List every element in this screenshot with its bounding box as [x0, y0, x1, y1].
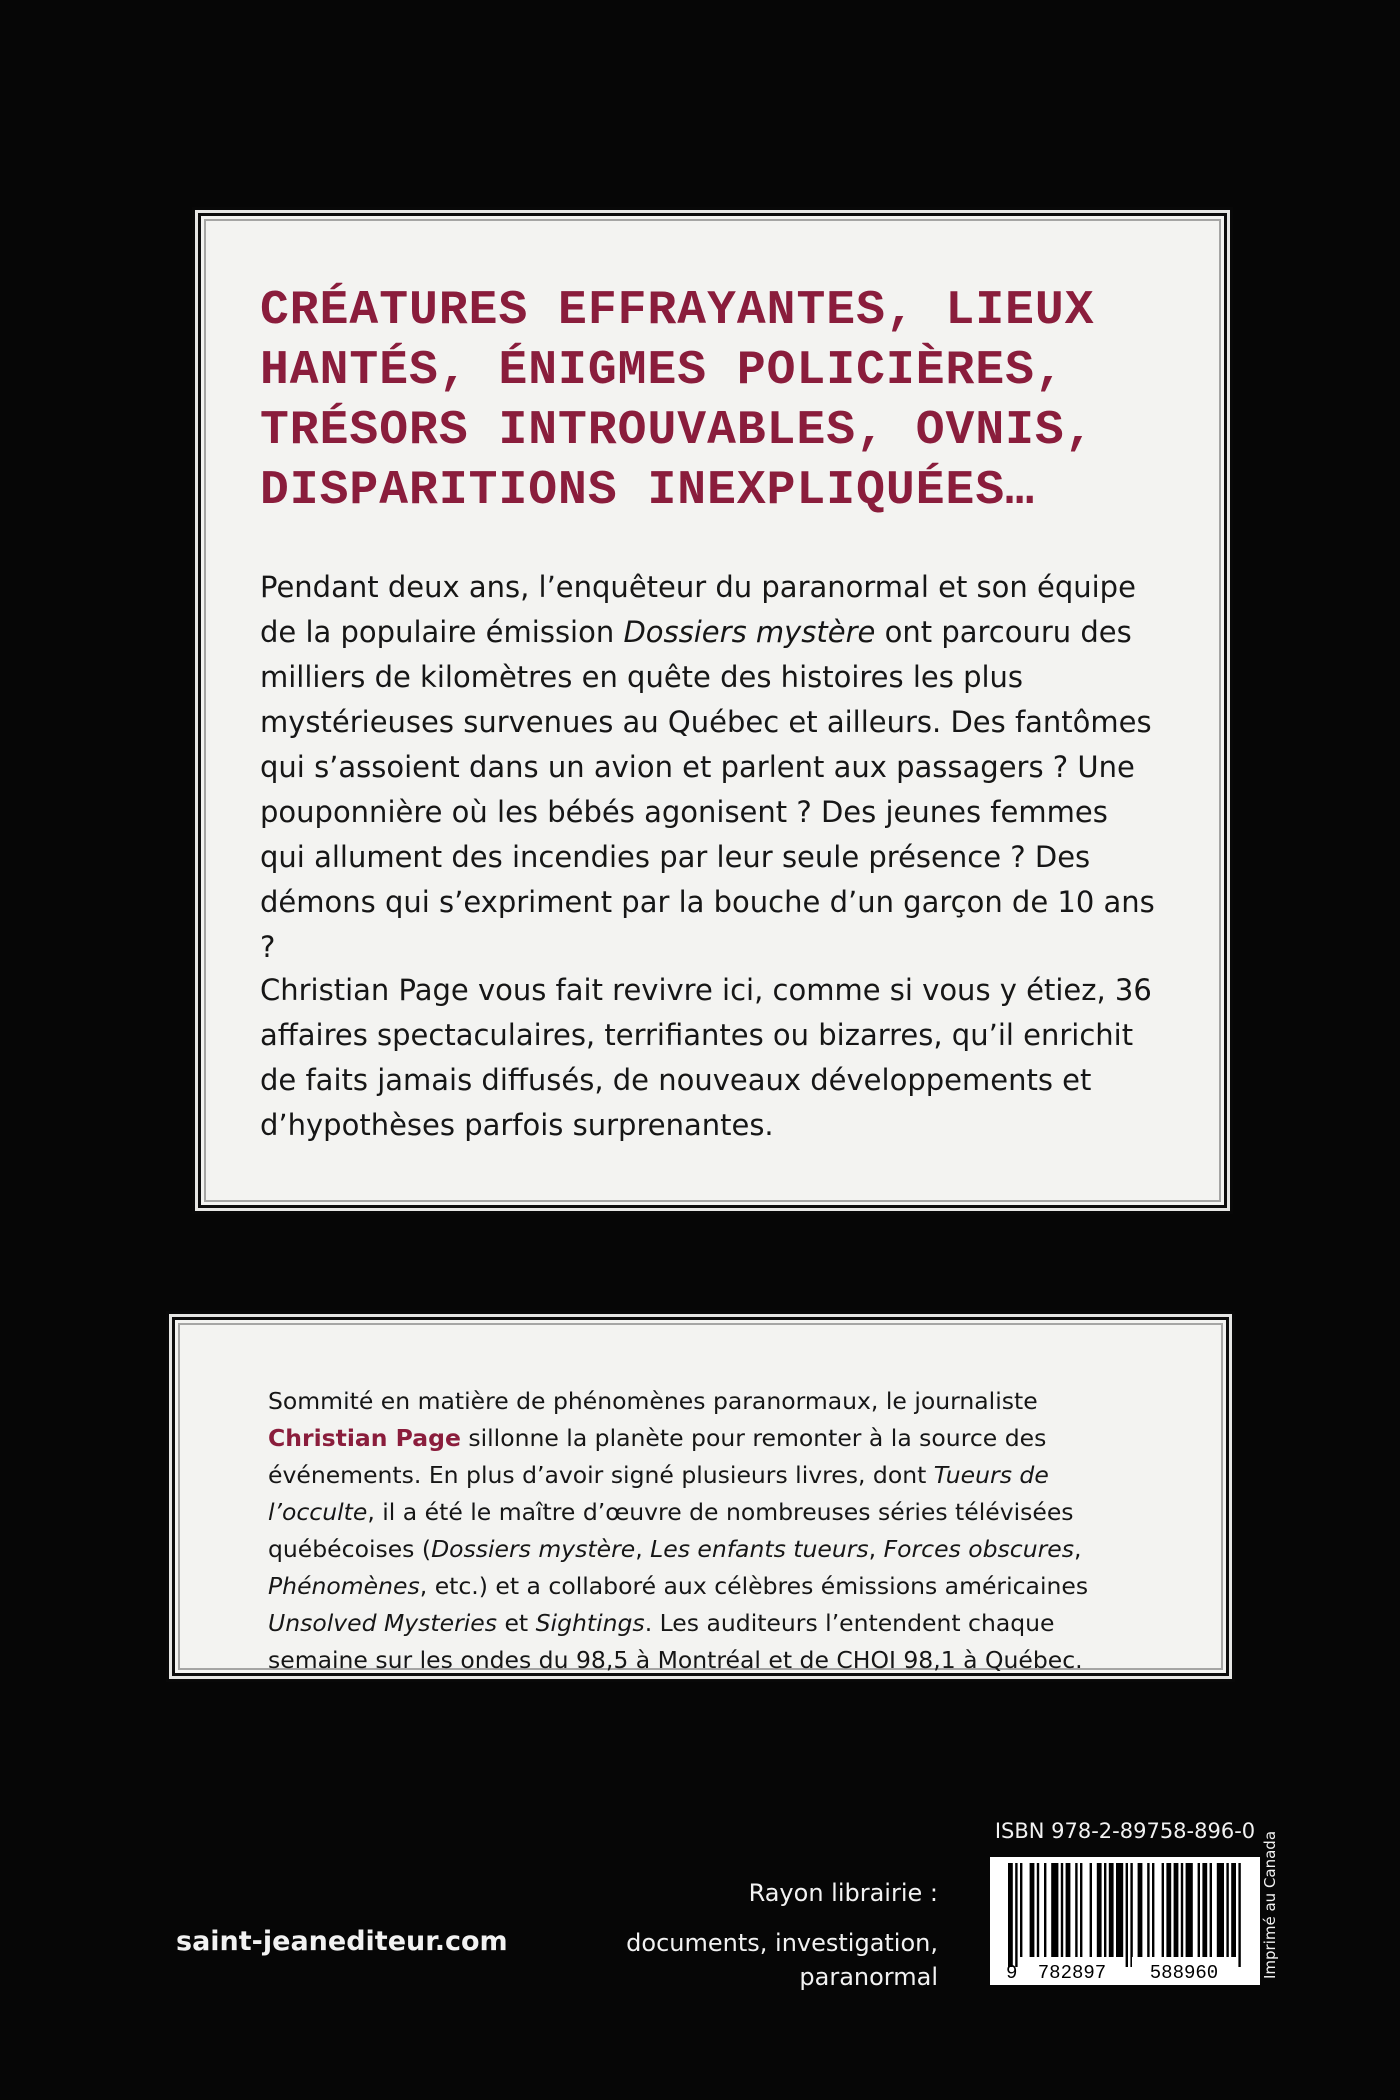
barcode-bar — [1162, 1863, 1164, 1967]
barcode-bar — [1147, 1863, 1149, 1967]
barcode-bar — [1231, 1863, 1236, 1967]
shelf-category-value — [600, 1926, 938, 1994]
barcode-bar — [1044, 1863, 1046, 1967]
author-bio — [268, 1383, 1148, 1679]
barcode-bar — [1198, 1863, 1200, 1967]
author-name: Christian Page — [268, 1424, 461, 1452]
barcode-bar — [1090, 1863, 1092, 1967]
series-title: Forces obscures — [883, 1535, 1074, 1563]
barcode-bar — [1138, 1863, 1143, 1967]
synopsis-paragraph-1 — [260, 565, 1160, 970]
barcode-bar — [1097, 1863, 1102, 1967]
series-title: Les enfants tueurs — [650, 1535, 869, 1563]
author-bio-panel — [178, 1323, 1223, 1674]
isbn-label: ISBN 978-2-89758-896-0 — [994, 1819, 1256, 1843]
barcode-bar — [1066, 1863, 1071, 1967]
barcode-digit-first: 9 — [1006, 1962, 1018, 1984]
shelf-category-label: Rayon librairie : — [748, 1879, 938, 1907]
bio-text: , il a été le maître d’œuvre de nombreuses séries télévisées québécoises ( — [268, 1498, 1074, 1563]
show-title: Dossiers mystère — [623, 615, 876, 649]
synopsis-text: Pendant deux ans, l’enquêteur du paranormal et son équipe de la populaire émission — [260, 570, 1136, 649]
barcode-bar — [1075, 1863, 1077, 1967]
barcode-bar — [1130, 1863, 1132, 1967]
shelf-category-line: paranormal — [799, 1963, 938, 1991]
barcode-bar — [1037, 1863, 1039, 1967]
bio-text: et — [497, 1609, 536, 1637]
printed-in-label — [1262, 1820, 1278, 1990]
barcode-bars — [1008, 1863, 1241, 1967]
barcode-bar — [1238, 1863, 1240, 1967]
barcode-bar — [1104, 1863, 1106, 1967]
barcode-digits-right: 588960 — [1149, 1962, 1219, 1984]
barcode-bar — [1008, 1863, 1013, 1967]
show-title: Unsolved Mysteries — [268, 1609, 497, 1637]
barcode-bar — [1126, 1863, 1128, 1967]
separator: , — [868, 1535, 884, 1563]
bio-text: , etc.) et a collaboré aux célèbres émissions américaines — [419, 1572, 1089, 1600]
barcode-graphic — [990, 1857, 1260, 1985]
bio-text: Sommité en matière de phénomènes paranormaux, le journaliste — [268, 1387, 1038, 1415]
barcode-bar — [1210, 1863, 1212, 1967]
printed-in-text: Imprimé au Canada — [1261, 1830, 1279, 1980]
barcode-bar — [1109, 1863, 1114, 1967]
barcode-bar — [1152, 1863, 1154, 1967]
bio-text: . Les auditeurs l’entendent chaque semaine sur les ondes du 98,5 à Montréal et de CHOI 98,1 à Québec. — [268, 1609, 1083, 1674]
separator: , — [635, 1535, 651, 1563]
synopsis-text: ont parcouru des milliers de kilomètres en quête des histoires les plus mystérieuses survenues au Québec et ailleurs. Des fantômes qui s’assoient dans un avion et parlent aux passagers ? Une pouponnière où les bébés agonisent ? Des jeunes femmes qui allument des incendies par leur seule présence ? Des démons qui s’expriment par la bouche d’un garçon de 10 ans ? — [260, 615, 1155, 964]
barcode-bar — [1226, 1863, 1228, 1967]
barcode-bar — [1202, 1863, 1207, 1967]
barcode-bar — [1186, 1863, 1193, 1967]
show-title: Sightings — [535, 1609, 645, 1637]
headline: CRÉATURES EFFRAYANTES, LIEUX HANTÉS, ÉNIGMES POLICIÈRES, TRÉSORS INTROUVABLES, OVNIS, DISPARITIONS INEXPLIQUÉES… — [260, 284, 1095, 518]
publisher-website[interactable]: saint-jeanediteur.com — [176, 1926, 508, 1957]
series-title: Dossiers mystère — [431, 1535, 636, 1563]
shelf-category-line: documents, investigation, — [626, 1929, 938, 1957]
separator: , — [1073, 1535, 1082, 1563]
series-title: Phénomènes — [268, 1572, 420, 1600]
barcode-bar — [1015, 1863, 1017, 1967]
barcode-bar — [1217, 1863, 1224, 1967]
barcode — [990, 1857, 1260, 1985]
barcode-bar — [1181, 1863, 1183, 1967]
barcode-bar — [1061, 1863, 1063, 1967]
barcode-bar — [1116, 1863, 1123, 1967]
barcode-bar — [1030, 1863, 1035, 1967]
synopsis-paragraph-2: Christian Page vous fait revivre ici, comme si vous y étiez, 36 affaires spectaculaires, terrifiantes ou bizarres, qu’il enrichit de faits jamais diffusés, de nouveaux développements et d’hypothèses parfois surprenantes. — [260, 973, 1152, 1142]
barcode-bar — [1051, 1863, 1058, 1967]
barcode-bar — [1020, 1863, 1022, 1967]
barcode-bar — [1166, 1863, 1171, 1967]
barcode-bar — [1080, 1863, 1082, 1967]
book-title: Tueurs de l’occulte — [268, 1461, 1049, 1526]
bio-text: sillonne la planète pour remonter à la source des événements. En plus d’avoir signé plusieurs livres, dont — [268, 1424, 1047, 1489]
main-text-panel — [204, 219, 1221, 1202]
barcode-digits-left: 782897 — [1037, 1962, 1107, 1984]
barcode-bar — [1174, 1863, 1179, 1967]
